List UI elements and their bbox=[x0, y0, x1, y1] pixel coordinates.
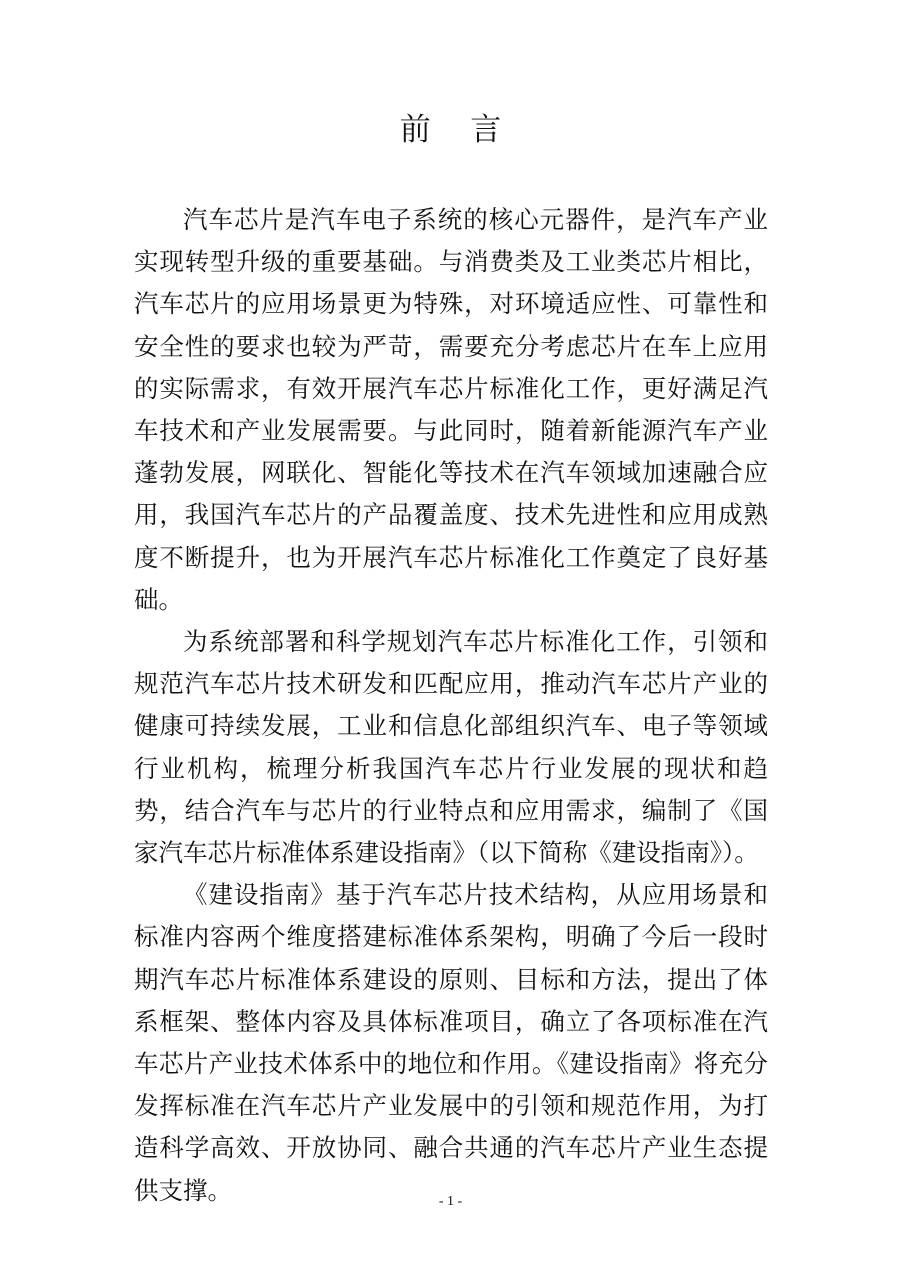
page-title: 前 言 bbox=[399, 112, 502, 148]
paragraph-1: 汽车芯片是汽车电子系统的核心元器件，是汽车产业实现转型升级的重要基础。与消费类及工业类芯片相比，汽车芯片的应用场景更为特殊，对环境适应性、可靠性和安全性的要求也较为严苛，需要充分考虑芯片在车上应用的实际需求，有效开展汽车芯片标准化工作，更好满足汽车技术和产业发展需要。与此同时，随着新能源汽车产业蓬勃发展，网联化、智能化等技术在汽车领域加速融合应用，我国汽车芯片的产品覆盖度、技术先进性和应用成熟度不断提升，也为开展汽车芯片标准化工作奠定了良好基础。 bbox=[134, 205, 768, 614]
paragraph-3: 《建设指南》基于汽车芯片技术结构，从应用场景和标准内容两个维度搭建标准体系架构，明确了今后一段时期汽车芯片标准体系建设的原则、目标和方法，提出了体系框架、整体内容及具体标准项目，确立了各项标准在汽车芯片产业技术体系中的地位和作用。《建设指南》将充分发挥标准在汽车芯片产业发展中的引领和规范作用，为打造科学高效、开放协同、融合共通的汽车芯片产业生态提供支撑。 bbox=[134, 880, 768, 1205]
paragraph-2: 为系统部署和科学规划汽车芯片标准化工作，引领和规范汽车芯片技术研发和匹配应用，推动汽车芯片产业的健康可持续发展，工业和信息化部组织汽车、电子等领域行业机构，梳理分析我国汽车芯片行业发展的现状和趋势，结合汽车与芯片的行业特点和应用需求，编制了《国家汽车芯片标准体系建设指南》（以下简称《建设指南》）。 bbox=[134, 627, 768, 868]
page-number: - 1 - bbox=[438, 1194, 463, 1209]
document-body bbox=[134, 199, 768, 1212]
